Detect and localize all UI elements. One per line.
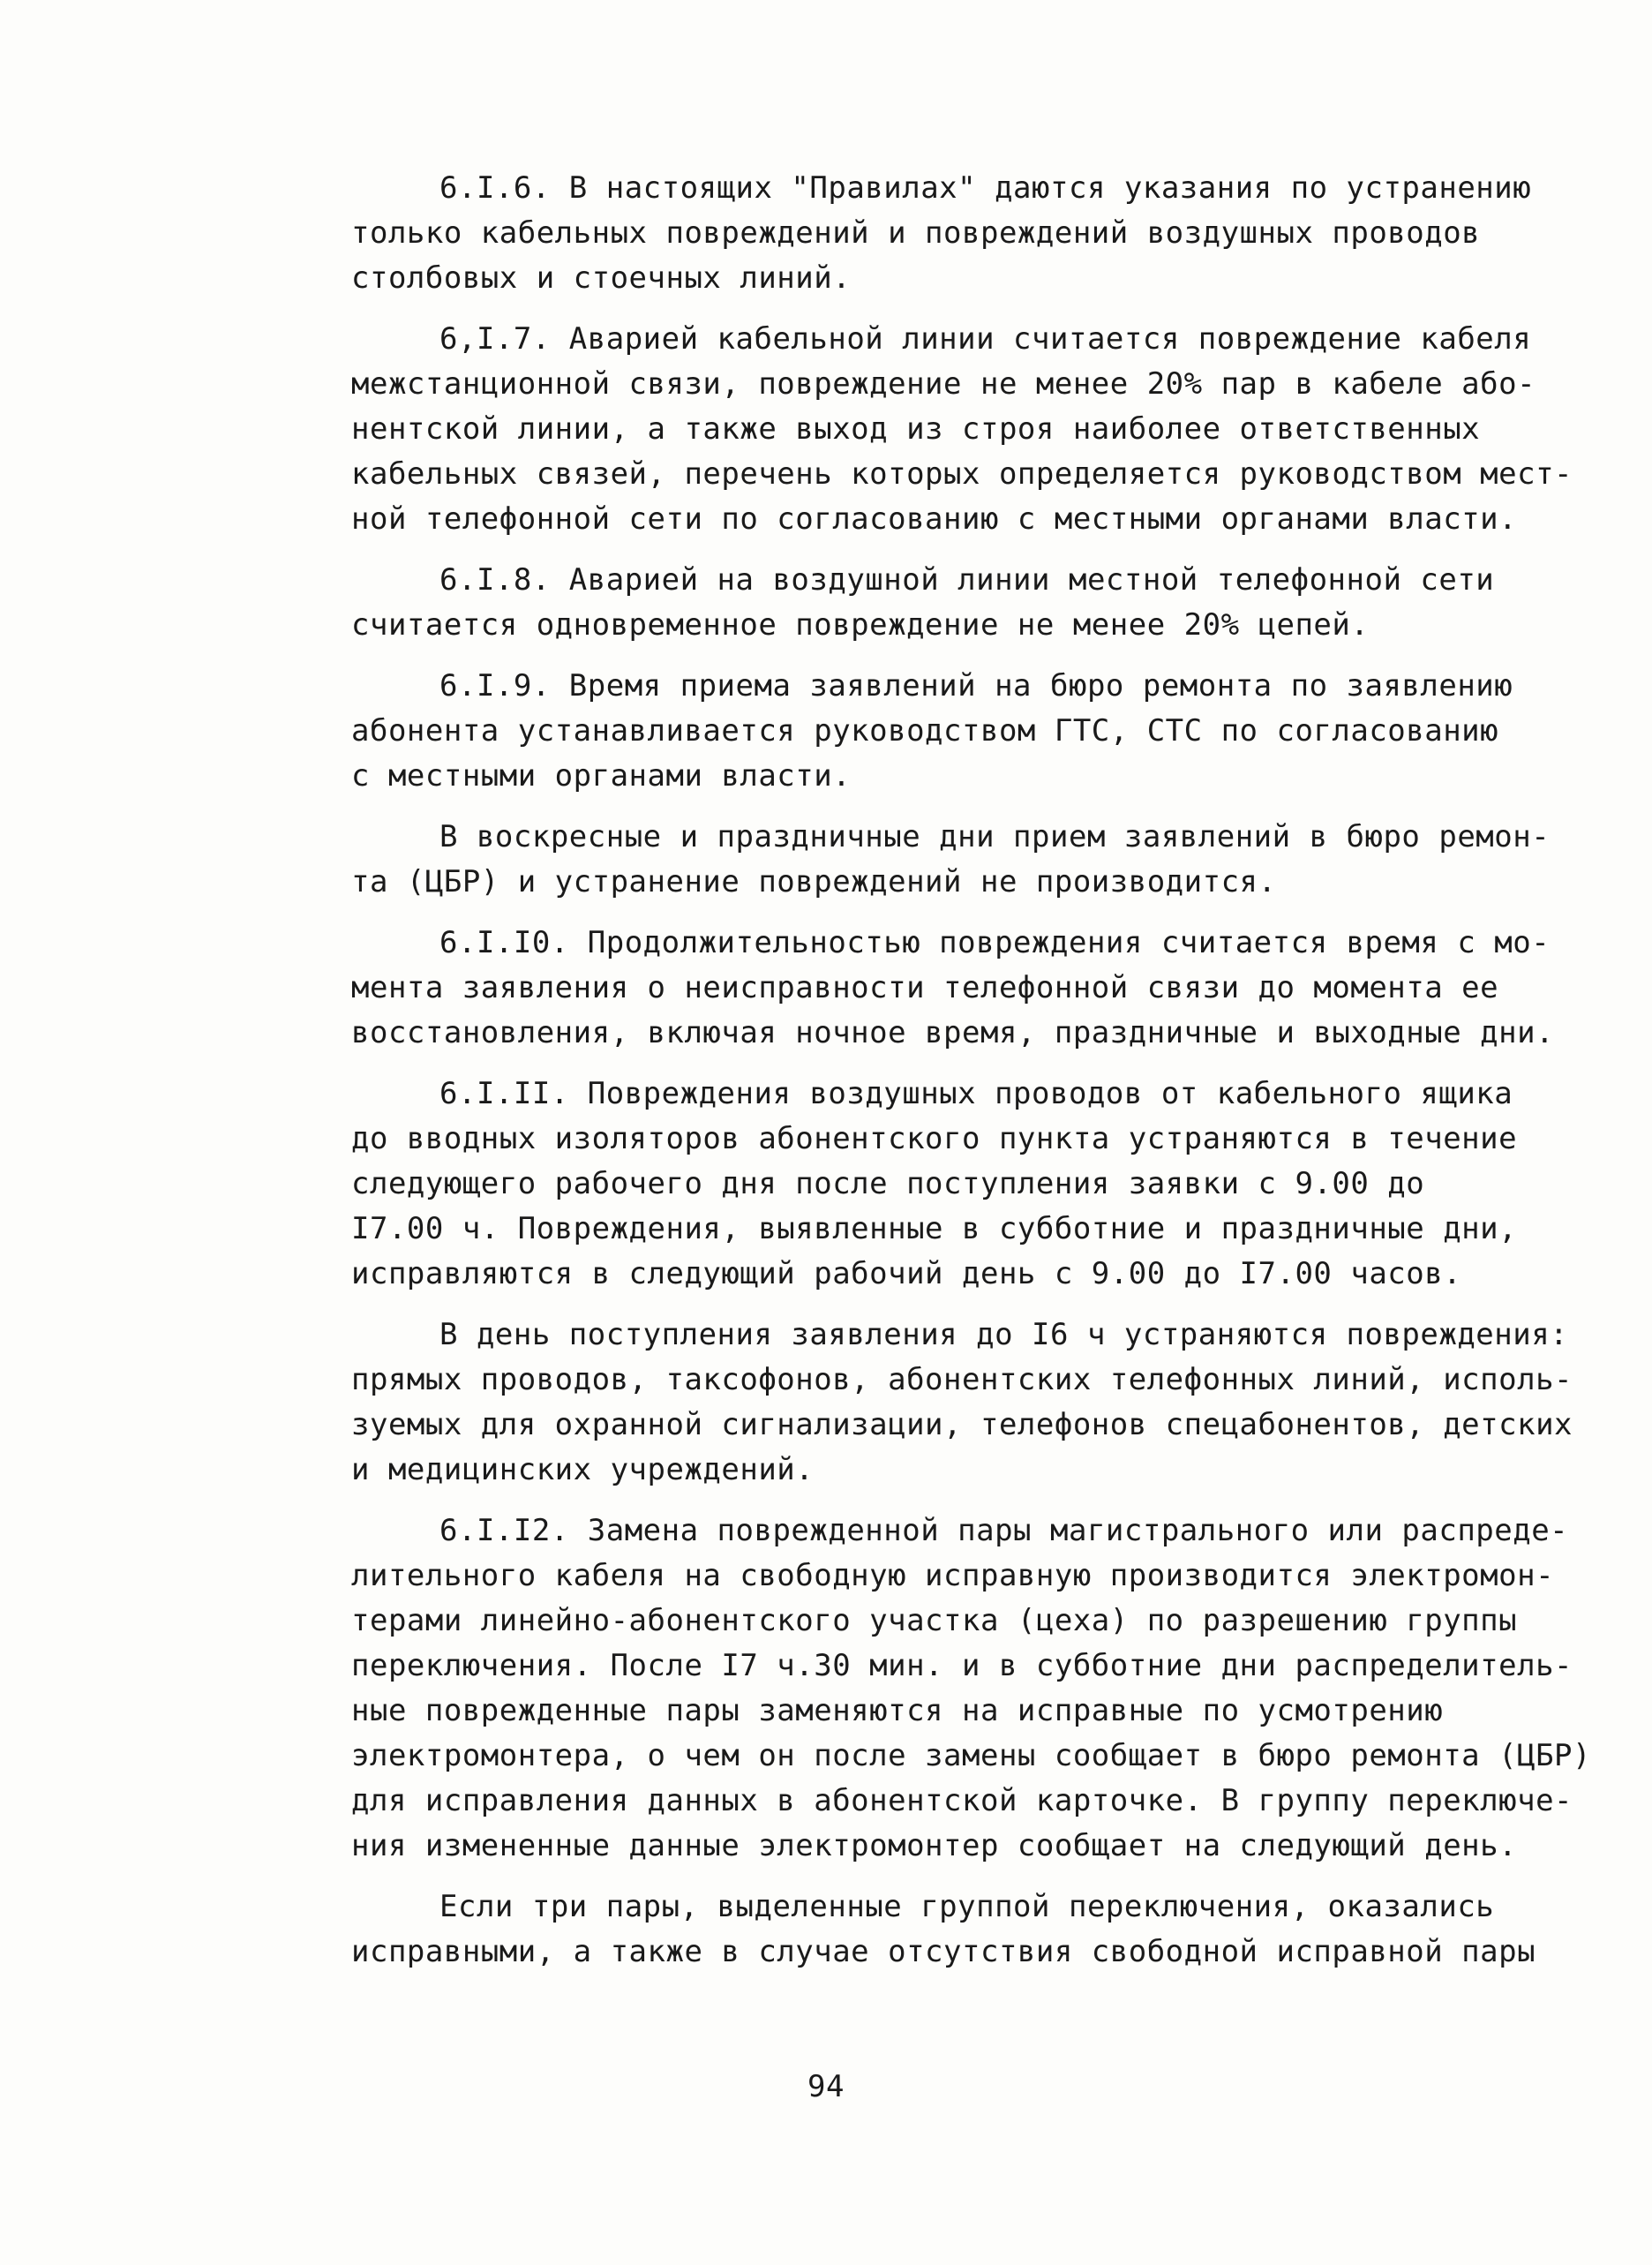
text-line: восстановления, включая ночное время, праздничные и выходные дни. <box>351 1015 1555 1050</box>
text-line: для исправления данных в абонентской карточке. В группу переключе- <box>351 1783 1573 1818</box>
paragraph-p-6-1-10 <box>351 921 1587 1056</box>
text-line: 6.I.II. Повреждения воздушных проводов от кабельного ящика <box>439 1076 1513 1111</box>
text-line: нентской линии, а также выход из строя наиболее ответственных <box>351 411 1481 447</box>
text-line: зуемых для охранной сигнализации, телефонов спецабонентов, детских <box>351 1407 1573 1442</box>
text-line: межстанционной связи, повреждение не менее 20% пар в кабеле або- <box>351 366 1536 402</box>
text-line: 6.I.9. Время приема заявлений на бюро ремонта по заявлению <box>439 668 1513 704</box>
text-line: переключения. После I7 ч.30 мин. и в субботние дни распределитель- <box>351 1648 1573 1683</box>
paragraph-p-6-1-12-b <box>351 1885 1587 1975</box>
text-line: ния измененные данные электромонтер сообщает на следующий день. <box>351 1828 1518 1863</box>
text-line: столбовых и стоечных линий. <box>351 260 852 296</box>
paragraph-p-6-1-7 <box>351 317 1587 542</box>
text-line: 6.I.6. В настоящих "Правилах" даются указания по устранению <box>439 170 1532 206</box>
paragraph-p-6-1-12 <box>351 1509 1591 1869</box>
text-line: кабельных связей, перечень которых определяется руководством мест- <box>351 456 1573 492</box>
text-line: I7.00 ч. Повреждения, выявленные в субботние и праздничные дни, <box>351 1211 1518 1246</box>
text-line: терами линейно-абонентского участка (цеха) по разрешению группы <box>351 1603 1518 1638</box>
text-line: исправляются в следующий рабочий день с 9.00 до I7.00 часов. <box>351 1256 1462 1291</box>
text-line: В день поступления заявления до I6 ч устраняются повреждения: <box>439 1317 1569 1352</box>
text-line: лительного кабеля на свободную исправную производится электромон- <box>351 1558 1555 1593</box>
text-line: ные поврежденные пары заменяются на исправные по усмотрению <box>351 1693 1444 1728</box>
text-line: исправными, а также в случае отсутствия свободной исправной пары <box>351 1934 1536 1969</box>
text-line: до вводных изоляторов абонентского пункта устраняются в течение <box>351 1121 1518 1156</box>
text-line: 6.I.8. Аварией на воздушной линии местной телефонной сети <box>439 562 1495 598</box>
document-body <box>351 166 1591 1975</box>
text-line: В воскресные и праздничные дни прием заявлений в бюро ремон- <box>439 819 1551 854</box>
text-line: электромонтера, о чем он после замены сообщает в бюро ремонта (ЦБР) <box>351 1738 1591 1773</box>
paragraph-p-6-1-8 <box>351 558 1587 648</box>
paragraph-p-6-1-11 <box>351 1072 1587 1297</box>
text-line: и медицинских учреждений. <box>351 1452 815 1487</box>
text-line: абонента устанавливается руководством ГТС, СТС по согласованию <box>351 713 1499 749</box>
paragraph-p-6-1-6 <box>351 166 1587 301</box>
text-line: с местными органами власти. <box>351 758 852 794</box>
page-number: 94 <box>807 2069 845 2104</box>
text-line: прямых проводов, таксофонов, абонентских телефонных линий, исполь- <box>351 1362 1573 1397</box>
text-line: только кабельных повреждений и повреждений воздушных проводов <box>351 215 1481 251</box>
text-line: та (ЦБР) и устранение повреждений не производится. <box>351 864 1277 899</box>
text-line: Если три пары, выделенные группой переключения, оказались <box>439 1889 1495 1924</box>
paragraph-p-6-1-9-b <box>351 815 1587 905</box>
text-line: 6.I.I2. Замена поврежденной пары магистрального или распреде- <box>439 1513 1569 1548</box>
text-line: мента заявления о неисправности телефонной связи до момента ее <box>351 970 1499 1005</box>
text-line: 6,I.7. Аварией кабельной линии считается повреждение кабеля <box>439 321 1532 357</box>
paragraph-p-6-1-9 <box>351 664 1587 799</box>
text-line: ной телефонной сети по согласованию с местными органами власти. <box>351 501 1518 537</box>
text-line: 6.I.I0. Продолжительностью повреждения считается время с мо- <box>439 925 1551 960</box>
text-line: следующего рабочего дня после поступления заявки с 9.00 до <box>351 1166 1425 1201</box>
text-line: считается одновременное повреждение не менее 20% цепей. <box>351 607 1370 643</box>
paragraph-p-6-1-11-b <box>351 1313 1587 1493</box>
